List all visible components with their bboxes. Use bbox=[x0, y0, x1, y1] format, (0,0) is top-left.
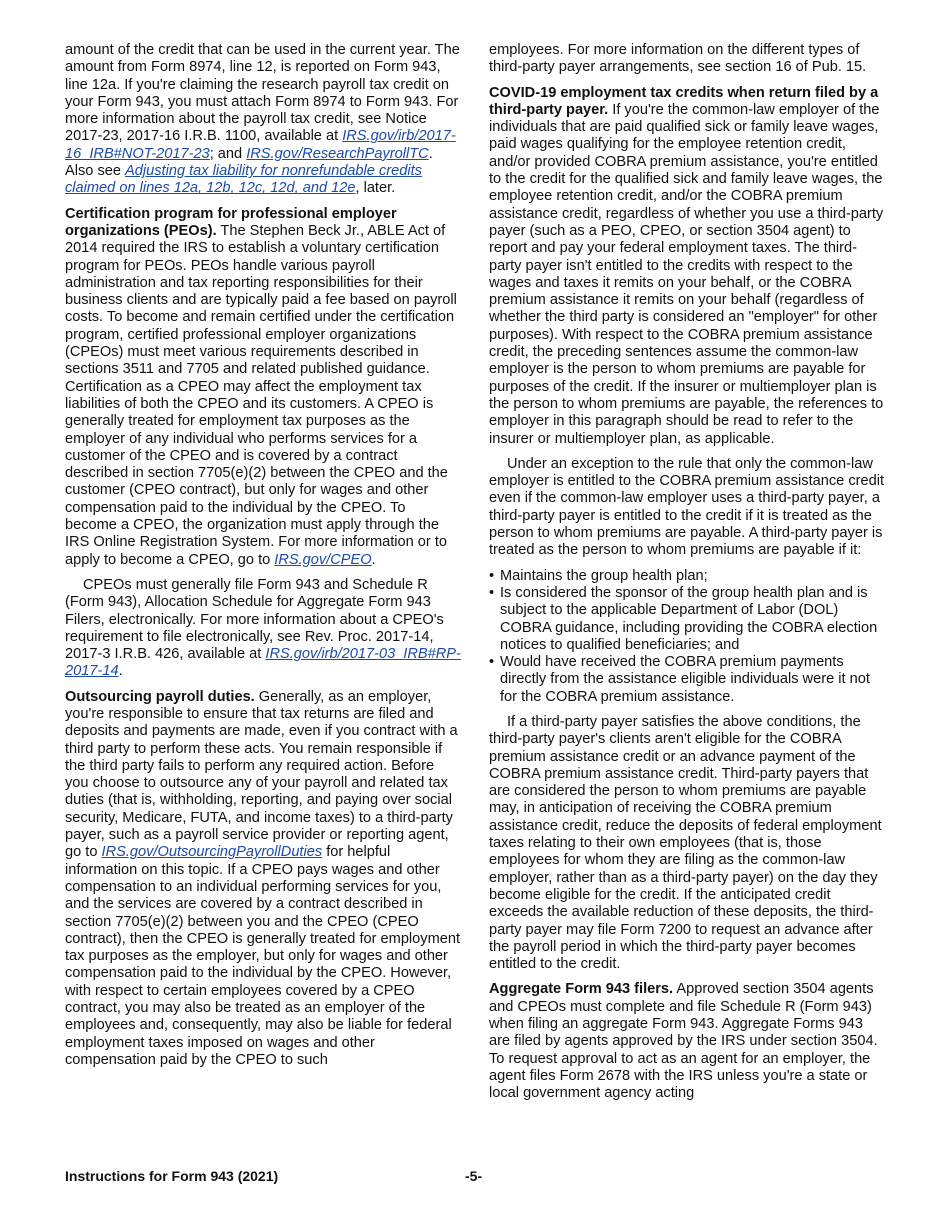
link-adjusting-tax-liability[interactable]: Adjusting tax liability for nonrefundable credits claimed on lines 12a, 12b, 12c, 12d, and 12e bbox=[65, 163, 422, 197]
paragraph-covid-credits: COVID-19 employment tax credits when return filed by a third-party payer. If you're the common-law employer of the individuals that are paid qualified sick or family leave wages, paid wages qualifying for the employee retention credit, and/or provided COBRA premium assistance, you're entitled to the credit for the qualified sick and family leave wages, the employee retention credit, and/or the COBRA premium assistance credit, regardless of whether you use a third-party payer (such as a PEO, CPEO, or section 3504 agent) to report and pay your federal employment taxes. The third-party payer isn't entitled to the credits with respect to the wages and taxes it remits on your behalf, or the COBRA premium assistance it remits on your behalf (regardless of whether the third party is considered an "employer" for other purposes). With respect to the COBRA premium assistance credit, the preceding sentences assume the common-law employer is the person to whom premiums are payable for purposes of the credit. If the insurer or multiemployer plan is the person to whom premiums are payable, the references to employer in this paragraph should be read to refer to the insurer or multiemployer plan, as applicable. bbox=[489, 84, 884, 447]
paragraph-credit-amount: amount of the credit that can be used in the current year. The amount from Form 8974, line 12, is reported on Form 943, line 12a. If you're claiming the research payroll tax credit on your Form 943, you must attach Form 8974 to Form 943. For more information about the payroll tax credit, see Notice 2017-23, 2017-16 I.R.B. 1100, available at IRS.gov/irb/2017-16_IRB#NOT-2017-23; and IRS.gov/ResearchPayrollTC. Also see Adjusting tax liability for nonrefundable credits claimed on lines 12a, 12b, 12c, 12d, and 12e, later. bbox=[65, 42, 460, 197]
list-item: • Would have received the COBRA premium payments directly from the assistance eligible individuals were it not for the COBRA premium assistance. bbox=[489, 654, 885, 706]
paragraph-third-party-conditions: If a third-party payer satisfies the above conditions, the third-party payer's clients aren't eligible for the COBRA premium assistance credit or an advance payment of the COBRA premium assistance credit. Third-party payers that are considered the person to whom premiums are payable may, in anticipation of receiving the COBRA premium assistance credit, reduce the deposits of federal employment taxes relating to their own employees (that is, those employees for whom they are filing as the common-law employer, rather than as a third-party payer) on the day they become eligible for the credit. If the anticipated credit exceeds the available reduction of these deposits, the third-party payer may file Form 7200 to request an advance after the payroll period in which the third-party payer becomes entitled to the credit. bbox=[489, 713, 882, 973]
paragraph-aggregate-filers: Aggregate Form 943 filers. Approved section 3504 agents and CPEOs must complete and file Schedule R (Form 943) when filing an aggregate Form 943. Aggregate Forms 943 are filed by agents approved by the IRS under section 3504. To request approval to act as an agent for an employer, the agent files Form 2678 with the IRS unless you're a state or local government agency acting bbox=[489, 981, 878, 1102]
right-column bbox=[489, 42, 885, 1111]
heading-covid-credits: COVID-19 employment tax credits when return filed by a third-party payer. bbox=[489, 84, 879, 118]
page-number: -5- bbox=[465, 1168, 483, 1184]
link-research-payroll-tc[interactable]: IRS.gov/ResearchPayrollTC bbox=[246, 145, 429, 162]
link-notice-2017-23[interactable]: IRS.gov/irb/2017-16_IRB#NOT-2017-23 bbox=[65, 128, 456, 162]
heading-peo-certification: Certification program for professional employer organizations (PEOs). bbox=[65, 205, 397, 239]
paragraph-cobra-exception: Under an exception to the rule that only the common-law employer is entitled to the COBRA premium assistance credit even if the common-law employer uses a third-party payer, a third-party payer is entitled to the credit if it is treated as the person to whom premiums are payable. A third-party payer is treated as the person to whom premiums are payable if it: bbox=[489, 455, 885, 559]
paragraph-outsourcing-payroll: Outsourcing payroll duties. Generally, as an employer, you're responsible to ensure that tax returns are filed and deposits and payments are made, even if you contract with a third party to perform these acts. You remain responsible if the third party fails to perform any required action. Before you choose to outsource any of your payroll and related tax duties (that is, withholding, reporting, and paying over social security, Medicare, FUTA, and income taxes) to a third-party payer, such as a payroll service provider or reporting agent, go to IRS.gov/OutsourcingPayrollDuties for helpful information on this topic. If a CPEO pays wages and other compensation to an individual performing services for you, and the services are covered by a contract described in section 7705(e)(2) between you and the CPEO (CPEO contract), then the CPEO is generally treated for employment tax purposes as the employer, but only for wages and other compensation paid to the individual by the CPEO. However, with respect to certain employees covered by a CPEO contract, you may also be treated as an employer of the employees and, consequently, may also be liable for federal employment taxes imposed on wages and other compensation paid by the CPEO to such bbox=[65, 688, 461, 1068]
left-column bbox=[65, 42, 461, 1077]
heading-outsourcing-payroll: Outsourcing payroll duties. bbox=[65, 688, 255, 705]
link-irs-cpeo[interactable]: IRS.gov/CPEO bbox=[274, 551, 372, 568]
paragraph-cpeo-filing: CPEOs must generally file Form 943 and Schedule R (Form 943), Allocation Schedule for Aggregate Form 943 Filers, electronically. For more information about a CPEO's requirement to file electronically, see Rev. Proc. 2017-14, 2017-3 I.R.B. 426, available at IRS.gov/irb/2017-03_IRB#RP-2017-14. bbox=[65, 576, 461, 680]
footer-document-title: Instructions for Form 943 (2021) bbox=[65, 1168, 279, 1184]
link-rp-2017-14[interactable]: IRS.gov/irb/2017-03_IRB#RP-2017-14 bbox=[65, 646, 461, 680]
page-footer bbox=[65, 1168, 877, 1188]
paragraph-third-party-arrangements: employees. For more information on the different types of third-party payer arrangements, see section 16 of Pub. 15. bbox=[489, 42, 867, 76]
heading-aggregate-filers: Aggregate Form 943 filers. bbox=[489, 981, 674, 998]
list-item: • Is considered the sponsor of the group health plan and is subject to the applicable Department of Labor (DOL) COBRA guidance, including providing the COBRA election notices to qualified beneficiaries; and bbox=[489, 585, 885, 654]
paragraph-peo-certification: Certification program for professional employer organizations (PEOs). The Stephen Beck Jr., ABLE Act of 2014 required the IRS to establish a voluntary certification program for PEOs. PEOs handle various payroll administration and tax reporting responsibilities for their business clients and are typically paid a fee based on payroll costs. To become and remain certified under the certification program, certified professional employer organizations (CPEOs) must meet various requirements described in sections 3511 and 7705 and related published guidance. Certification as a CPEO may affect the employment tax liabilities of both the CPEO and its customers. A CPEO is generally treated for employment tax purposes as the employer of any individual who performs services for a customer of the CPEO and is covered by a contract described in section 7705(e)(2) between the CPEO and the customer (CPEO contract), but only for wages and other compensation paid to the individual by the CPEO. To become a CPEO, the organization must apply through the IRS Online Registration System. For more information or to apply to become a CPEO, go to IRS.gov/CPEO. bbox=[65, 205, 457, 568]
list-item: • Maintains the group health plan; bbox=[489, 568, 885, 585]
bullet-list-conditions bbox=[489, 568, 885, 706]
link-outsourcing-payroll-duties[interactable]: IRS.gov/OutsourcingPayrollDuties bbox=[101, 844, 323, 861]
